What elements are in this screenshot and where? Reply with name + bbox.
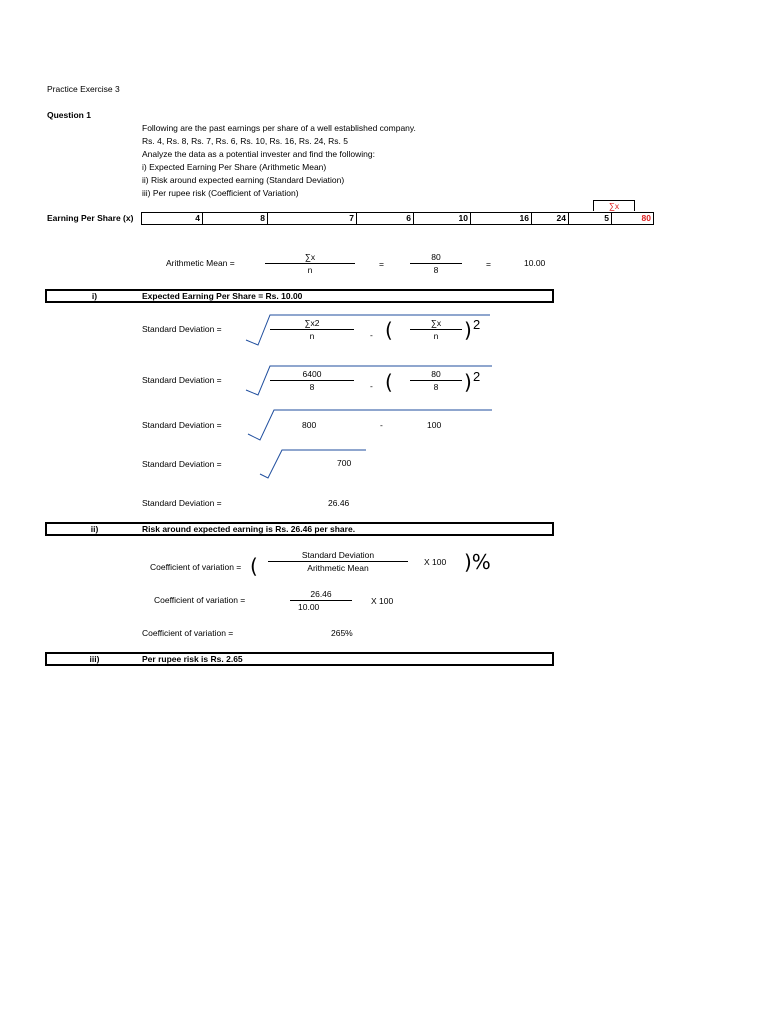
cv-label-2: Coefficient of variation = (154, 595, 246, 605)
mean-num1: ∑x (304, 252, 316, 262)
mean-eq: = (379, 259, 384, 269)
sd-label: Standard Deviation = (142, 498, 222, 508)
cv-num: Standard Deviation (301, 550, 375, 560)
answer-number: iii) (89, 654, 100, 664)
eps-label: Earning Per Share (x) (47, 213, 134, 223)
intro-line-3: Analyze the data as a potential invester and find the following: (142, 149, 375, 159)
sd2-den2: 8 (433, 382, 439, 392)
answer-number: ii) (90, 524, 99, 534)
cv-num2: 26.46 (310, 589, 332, 599)
eps-sum-cell: 80 (612, 213, 654, 225)
cv-den2: 10.00 (298, 602, 320, 612)
intro-line-5: ii) Risk around expected earning (Standard Deviation) (142, 175, 345, 185)
sd2-open: ( (385, 370, 393, 394)
sd2-pow: 2 (473, 369, 481, 384)
sd1-den1: n (309, 331, 315, 341)
sd1-pow: 2 (473, 317, 481, 332)
eps-cell: 7 (268, 213, 357, 225)
sum-header: ∑x (593, 200, 635, 211)
sd1-den2: n (433, 331, 439, 341)
sd3-minus: - (380, 420, 383, 430)
sd1-num1: ∑x2 (304, 318, 320, 328)
sd3-a: 800 (302, 420, 317, 430)
eps-cell: 6 (357, 213, 414, 225)
fraction-bar (410, 380, 462, 381)
sd3-b: 100 (427, 420, 442, 430)
sd-label: Standard Deviation = (142, 375, 222, 385)
answer-text: Risk around expected earning is Rs. 26.46 per share. (142, 524, 356, 534)
cv-close: )% (464, 550, 491, 574)
fraction-bar (290, 600, 352, 601)
sd-label: Standard Deviation = (142, 459, 222, 469)
answer-text: Per rupee risk is Rs. 2.65 (142, 654, 243, 664)
intro-line-6: iii) Per rupee risk (Coefficient of Variation) (142, 188, 299, 198)
cv-label-3: Coefficient of variation = (142, 628, 234, 638)
answer-box-3 (45, 652, 554, 666)
cv-times: X 100 (424, 557, 447, 567)
mean-den1: n (307, 265, 313, 275)
sd1-open: ( (385, 318, 393, 342)
sd-label: Standard Deviation = (142, 324, 222, 334)
intro-line-2: Rs. 4, Rs. 8, Rs. 7, Rs. 6, Rs. 10, Rs. 16, Rs. 24, Rs. 5 (142, 136, 348, 146)
fraction-bar (410, 329, 462, 330)
sd1-num2: ∑x (430, 318, 442, 328)
sd2-close: ) (464, 370, 472, 394)
sd1-close: ) (464, 318, 472, 342)
fraction-bar (270, 329, 354, 330)
eps-cell: 16 (471, 213, 532, 225)
cv-open: ( (250, 554, 258, 578)
sd1-minus: - (370, 330, 373, 340)
eps-cell: 4 (142, 213, 203, 225)
fraction-bar (270, 380, 354, 381)
intro-line-1: Following are the past earnings per share of a well established company. (142, 123, 416, 133)
mean-den2: 8 (433, 265, 439, 275)
question-label: Question 1 (47, 110, 91, 120)
mean-result: 10.00 (524, 258, 546, 268)
eps-cell: 10 (414, 213, 471, 225)
sd5-a: 26.46 (328, 498, 350, 508)
mean-label: Arithmetic Mean = (166, 258, 235, 268)
eps-cell: 5 (569, 213, 612, 225)
sd2-minus: - (370, 381, 373, 391)
cv-result: 265% (331, 628, 353, 638)
sd2-den1: 8 (309, 382, 315, 392)
sd2-num1: 6400 (302, 369, 322, 379)
answer-number: i) (91, 291, 98, 301)
eps-cell: 8 (203, 213, 268, 225)
cv-times-2: X 100 (371, 596, 394, 606)
mean-eq2: = (486, 259, 491, 269)
sd4-a: 700 (337, 458, 352, 468)
answer-text: Expected Earning Per Share = Rs. 10.00 (142, 291, 303, 301)
cv-den: Arithmetic Mean (307, 563, 369, 573)
sd2-num2: 80 (431, 369, 441, 379)
eps-cell: 24 (532, 213, 569, 225)
answer-box-2 (45, 522, 554, 536)
fraction-bar (268, 561, 408, 562)
cv-label: Coefficient of variation = (150, 562, 242, 572)
intro-line-4: i) Expected Earning Per Share (Arithmetic Mean) (142, 162, 327, 172)
mean-num2: 80 (431, 252, 441, 262)
sd-label: Standard Deviation = (142, 420, 222, 430)
page-title: Practice Exercise 3 (47, 84, 120, 94)
